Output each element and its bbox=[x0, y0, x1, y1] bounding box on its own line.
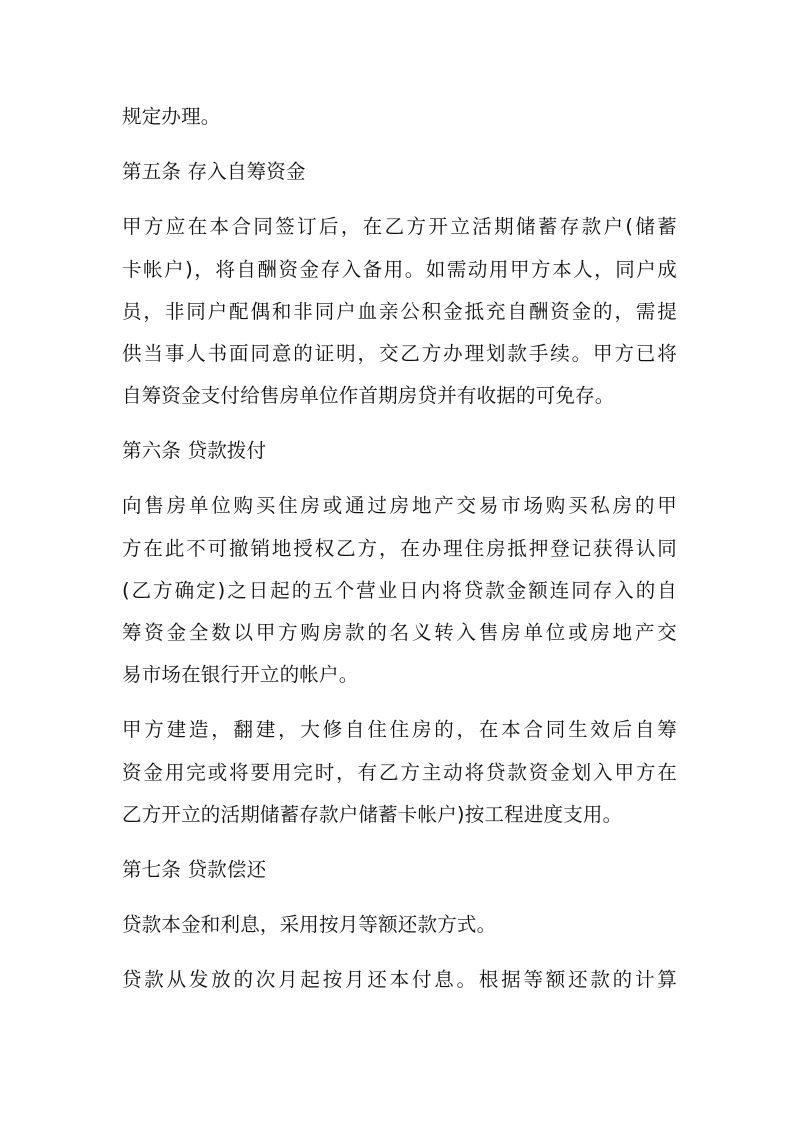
text-line: 筹资金全数以甲方购房款的名义转入售房单位或房地产交 bbox=[122, 621, 677, 644]
text-line: (乙方确定)之日起的五个营业日内将贷款金额连同存入的自 bbox=[122, 579, 677, 602]
text-line: 贷款本金和利息，采用按月等额还款方式。 bbox=[122, 913, 497, 936]
text-line: 贷款从发放的次月起按月还本付息。根据等额还款的计算 bbox=[122, 968, 677, 991]
article-heading: 第五条 存入自筹资金 bbox=[122, 160, 306, 183]
text-line: 易市场在银行开立的帐户。 bbox=[122, 663, 359, 686]
article-heading: 第六条 贷款拨付 bbox=[122, 439, 267, 462]
text-line: 卡帐户)，将自酬资金存入备用。如需动用甲方本人，同户成 bbox=[122, 258, 677, 281]
text-line: 方在此不可撤销地授权乙方，在办理住房抵押登记获得认同 bbox=[122, 537, 677, 560]
text-line: 甲方应在本合同签订后，在乙方开立活期储蓄存款户(储蓄 bbox=[122, 215, 677, 238]
text-line: 向售房单位购买住房或通过房地产交易市场购买私房的甲 bbox=[122, 494, 677, 517]
text-line: 供当事人书面同意的证明，交乙方办理划款手续。甲方已将 bbox=[122, 342, 677, 365]
text-line: 自筹资金支付给售房单位作首期房贷并有收据的可免存。 bbox=[122, 384, 615, 407]
article-heading: 第七条 贷款偿还 bbox=[122, 858, 267, 881]
text-line: 员，非同户配偶和非同户血亲公积金抵充自酬资金的，需提 bbox=[122, 300, 677, 323]
text-line: 资金用完或将要用完时，有乙方主动将贷款资金划入甲方在 bbox=[122, 761, 677, 784]
text-line: 甲方建造，翻建，大修自住住房的，在本合同生效后自筹 bbox=[122, 718, 677, 741]
text-line: 乙方开立的活期储蓄存款户储蓄卡帐户)按工程进度支用。 bbox=[122, 803, 623, 826]
text-line: 规定办理。 bbox=[122, 105, 221, 128]
